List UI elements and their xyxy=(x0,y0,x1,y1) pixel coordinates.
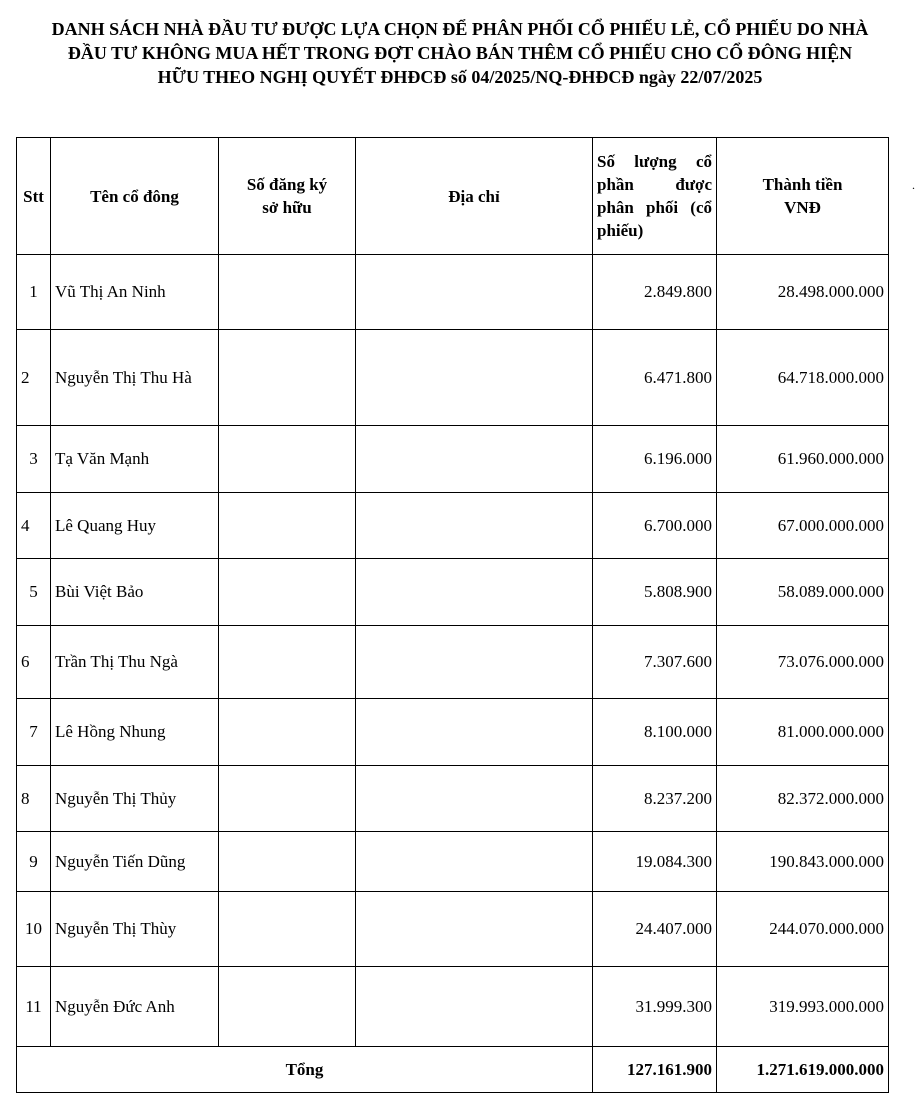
investor-table xyxy=(16,137,889,1093)
cell-stt: 5 xyxy=(17,559,51,626)
cell-address xyxy=(356,832,593,892)
cell-stt: 10 xyxy=(17,892,51,967)
cell-address xyxy=(356,330,593,426)
table-row xyxy=(17,832,889,892)
cell-amount: 28.498.000.000 xyxy=(717,255,889,330)
total-label: Tổng xyxy=(17,1047,593,1093)
cell-quantity: 6.471.800 xyxy=(593,330,717,426)
cell-registration xyxy=(219,493,356,559)
cell-name: Lê Quang Huy xyxy=(51,493,219,559)
cell-stt: 3 xyxy=(17,426,51,493)
cell-address xyxy=(356,559,593,626)
header-amount xyxy=(717,138,889,255)
cell-name: Trần Thị Thu Ngà xyxy=(51,626,219,699)
cell-registration xyxy=(219,255,356,330)
cell-registration xyxy=(219,559,356,626)
cell-address xyxy=(356,426,593,493)
side-mark: . xyxy=(912,178,915,192)
header-amount-line-2: VNĐ xyxy=(784,198,821,217)
cell-stt: 6 xyxy=(17,626,51,699)
header-address: Địa chỉ xyxy=(356,138,593,255)
cell-amount: 319.993.000.000 xyxy=(717,967,889,1047)
cell-address xyxy=(356,892,593,967)
cell-amount: 81.000.000.000 xyxy=(717,699,889,766)
cell-registration xyxy=(219,699,356,766)
header-registration xyxy=(219,138,356,255)
cell-registration xyxy=(219,892,356,967)
table-row xyxy=(17,766,889,832)
cell-name: Nguyễn Thị Thu Hà xyxy=(51,330,219,426)
header-registration-line-1: Số đăng ký xyxy=(246,175,328,194)
cell-registration xyxy=(219,967,356,1047)
header-quantity-line-1: Số lượng cổ xyxy=(597,152,712,171)
cell-quantity: 19.084.300 xyxy=(593,832,717,892)
cell-name: Lê Hồng Nhung xyxy=(51,699,219,766)
header-quantity xyxy=(593,138,717,255)
header-quantity-line-4: phiếu) xyxy=(597,221,644,240)
table-row xyxy=(17,559,889,626)
header-quantity-line-2: phần được xyxy=(597,175,712,194)
cell-quantity: 5.808.900 xyxy=(593,559,717,626)
cell-quantity: 7.307.600 xyxy=(593,626,717,699)
cell-quantity: 6.196.000 xyxy=(593,426,717,493)
cell-quantity: 8.100.000 xyxy=(593,699,717,766)
table-row xyxy=(17,255,889,330)
document-title xyxy=(10,17,910,89)
cell-address xyxy=(356,699,593,766)
cell-registration xyxy=(219,330,356,426)
total-amount: 1.271.619.000.000 xyxy=(717,1047,889,1093)
cell-quantity: 31.999.300 xyxy=(593,967,717,1047)
cell-registration xyxy=(219,626,356,699)
cell-registration xyxy=(219,832,356,892)
table-row xyxy=(17,426,889,493)
header-stt: Stt xyxy=(17,138,51,255)
header-name: Tên cổ đông xyxy=(51,138,219,255)
title-line-1: DANH SÁCH NHÀ ĐẦU TƯ ĐƯỢC LỰA CHỌN ĐỂ PHÂN PHỐI CỔ PHIẾU LẺ, CỔ PHIẾU DO NHÀ xyxy=(51,19,869,39)
cell-stt: 9 xyxy=(17,832,51,892)
cell-name: Nguyễn Thị Thủy xyxy=(51,766,219,832)
cell-amount: 58.089.000.000 xyxy=(717,559,889,626)
header-row xyxy=(17,138,889,255)
cell-name: Vũ Thị An Ninh xyxy=(51,255,219,330)
cell-amount: 64.718.000.000 xyxy=(717,330,889,426)
cell-amount: 82.372.000.000 xyxy=(717,766,889,832)
cell-amount: 190.843.000.000 xyxy=(717,832,889,892)
cell-name: Tạ Văn Mạnh xyxy=(51,426,219,493)
cell-quantity: 2.849.800 xyxy=(593,255,717,330)
cell-quantity: 24.407.000 xyxy=(593,892,717,967)
cell-name: Nguyễn Đức Anh xyxy=(51,967,219,1047)
cell-name: Bùi Việt Bảo xyxy=(51,559,219,626)
cell-amount: 61.960.000.000 xyxy=(717,426,889,493)
table-row xyxy=(17,330,889,426)
total-quantity: 127.161.900 xyxy=(593,1047,717,1093)
table-row xyxy=(17,967,889,1047)
table-row xyxy=(17,699,889,766)
header-quantity-line-3: phân phối (cổ xyxy=(597,198,712,217)
header-amount-line-1: Thành tiền xyxy=(762,175,843,194)
cell-address xyxy=(356,766,593,832)
cell-amount: 67.000.000.000 xyxy=(717,493,889,559)
cell-address xyxy=(356,626,593,699)
header-registration-line-2: sở hữu xyxy=(262,198,312,217)
cell-stt: 8 xyxy=(17,766,51,832)
cell-stt: 7 xyxy=(17,699,51,766)
cell-registration xyxy=(219,766,356,832)
title-line-2: ĐẦU TƯ KHÔNG MUA HẾT TRONG ĐỢT CHÀO BÁN THÊM CỔ PHIẾU CHO CỔ ĐÔNG HIỆN xyxy=(67,43,853,63)
cell-name: Nguyễn Thị Thùy xyxy=(51,892,219,967)
cell-amount: 73.076.000.000 xyxy=(717,626,889,699)
total-row xyxy=(17,1047,889,1093)
cell-stt: 1 xyxy=(17,255,51,330)
cell-quantity: 6.700.000 xyxy=(593,493,717,559)
cell-name: Nguyễn Tiến Dũng xyxy=(51,832,219,892)
cell-stt: 4 xyxy=(17,493,51,559)
cell-stt: 2 xyxy=(17,330,51,426)
cell-registration xyxy=(219,426,356,493)
cell-quantity: 8.237.200 xyxy=(593,766,717,832)
cell-address xyxy=(356,967,593,1047)
cell-amount: 244.070.000.000 xyxy=(717,892,889,967)
cell-address xyxy=(356,493,593,559)
title-line-3: HỮU THEO NGHỊ QUYẾT ĐHĐCĐ số 04/2025/NQ-ĐHĐCĐ ngày 22/07/2025 xyxy=(157,67,763,87)
table-row xyxy=(17,892,889,967)
cell-stt: 11 xyxy=(17,967,51,1047)
table-row xyxy=(17,493,889,559)
table-row xyxy=(17,626,889,699)
cell-address xyxy=(356,255,593,330)
